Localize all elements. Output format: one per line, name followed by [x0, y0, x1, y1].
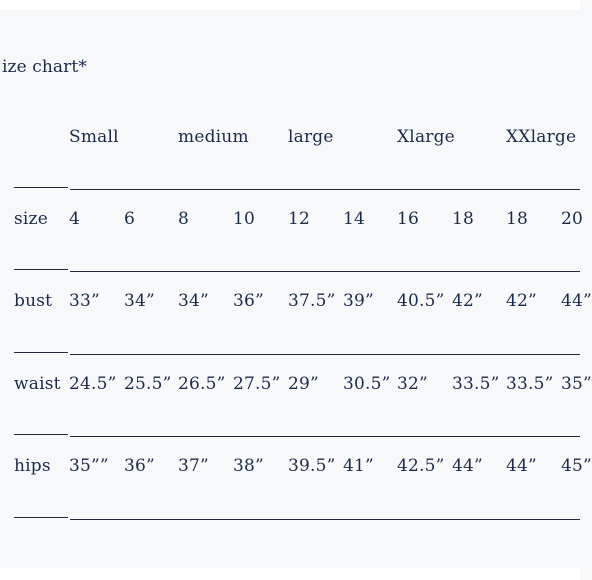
table-cell: 44”: [506, 456, 537, 476]
table-cell: 34”: [178, 291, 209, 311]
row-label-bust: bust: [14, 291, 53, 311]
table-cell: 33”: [69, 291, 100, 311]
table-cell: 44”: [452, 456, 483, 476]
row-label-size: size: [14, 209, 48, 229]
bottom-margin-band: [0, 568, 580, 580]
row-divider-left: [14, 352, 68, 353]
row-divider-left: [14, 269, 68, 270]
table-cell: 10: [233, 209, 256, 229]
table-cell: 36”: [124, 456, 155, 476]
chart-title: ize chart*: [2, 57, 87, 77]
table-cell: 32”: [397, 374, 428, 394]
table-cell: 12: [288, 209, 311, 229]
row-divider-right: [70, 436, 580, 437]
table-cell: 33.5”: [506, 374, 554, 394]
row-label-waist: waist: [14, 374, 61, 394]
table-cell: 37.5”: [288, 291, 336, 311]
table-cell: 14: [343, 209, 366, 229]
table-cell: 35””: [69, 456, 109, 476]
row-label-hips: hips: [14, 456, 51, 476]
table-cell: 16: [397, 209, 420, 229]
table-cell: 38”: [233, 456, 264, 476]
group-header-large: large: [288, 127, 334, 147]
table-cell: 29”: [288, 374, 319, 394]
row-divider-left: [14, 517, 68, 518]
table-cell: 26.5”: [178, 374, 226, 394]
table-cell: 42”: [506, 291, 537, 311]
table-cell: 37”: [178, 456, 209, 476]
table-cell: 24.5”: [69, 374, 117, 394]
group-header-xlarge: Xlarge: [397, 127, 455, 147]
top-margin-band: [0, 0, 580, 10]
header-divider-right: [70, 189, 580, 190]
table-cell: 6: [124, 209, 136, 229]
table-cell: 45”: [561, 456, 592, 476]
row-divider-right: [70, 354, 580, 355]
table-cell: 33.5”: [452, 374, 500, 394]
table-cell: 35”: [561, 374, 592, 394]
table-cell: 39”: [343, 291, 374, 311]
table-cell: 4: [69, 209, 81, 229]
row-divider-left: [14, 434, 68, 435]
header-divider-left: [14, 187, 68, 188]
group-header-small: Small: [69, 127, 119, 147]
table-cell: 40.5”: [397, 291, 445, 311]
table-cell: 27.5”: [233, 374, 281, 394]
table-cell: 41”: [343, 456, 374, 476]
group-header-medium: medium: [178, 127, 249, 147]
table-cell: 42”: [452, 291, 483, 311]
table-cell: 44”: [561, 291, 592, 311]
table-cell: 36”: [233, 291, 264, 311]
table-cell: 25.5”: [124, 374, 172, 394]
table-cell: 30.5”: [343, 374, 391, 394]
table-cell: 20: [561, 209, 584, 229]
group-header-xxlarge: XXlarge: [506, 127, 577, 147]
table-cell: 34”: [124, 291, 155, 311]
row-divider-right: [70, 271, 580, 272]
table-cell: 39.5”: [288, 456, 336, 476]
table-cell: 18: [506, 209, 529, 229]
table-cell: 42.5”: [397, 456, 445, 476]
row-divider-right: [70, 519, 580, 520]
table-cell: 8: [178, 209, 190, 229]
table-cell: 18: [452, 209, 475, 229]
